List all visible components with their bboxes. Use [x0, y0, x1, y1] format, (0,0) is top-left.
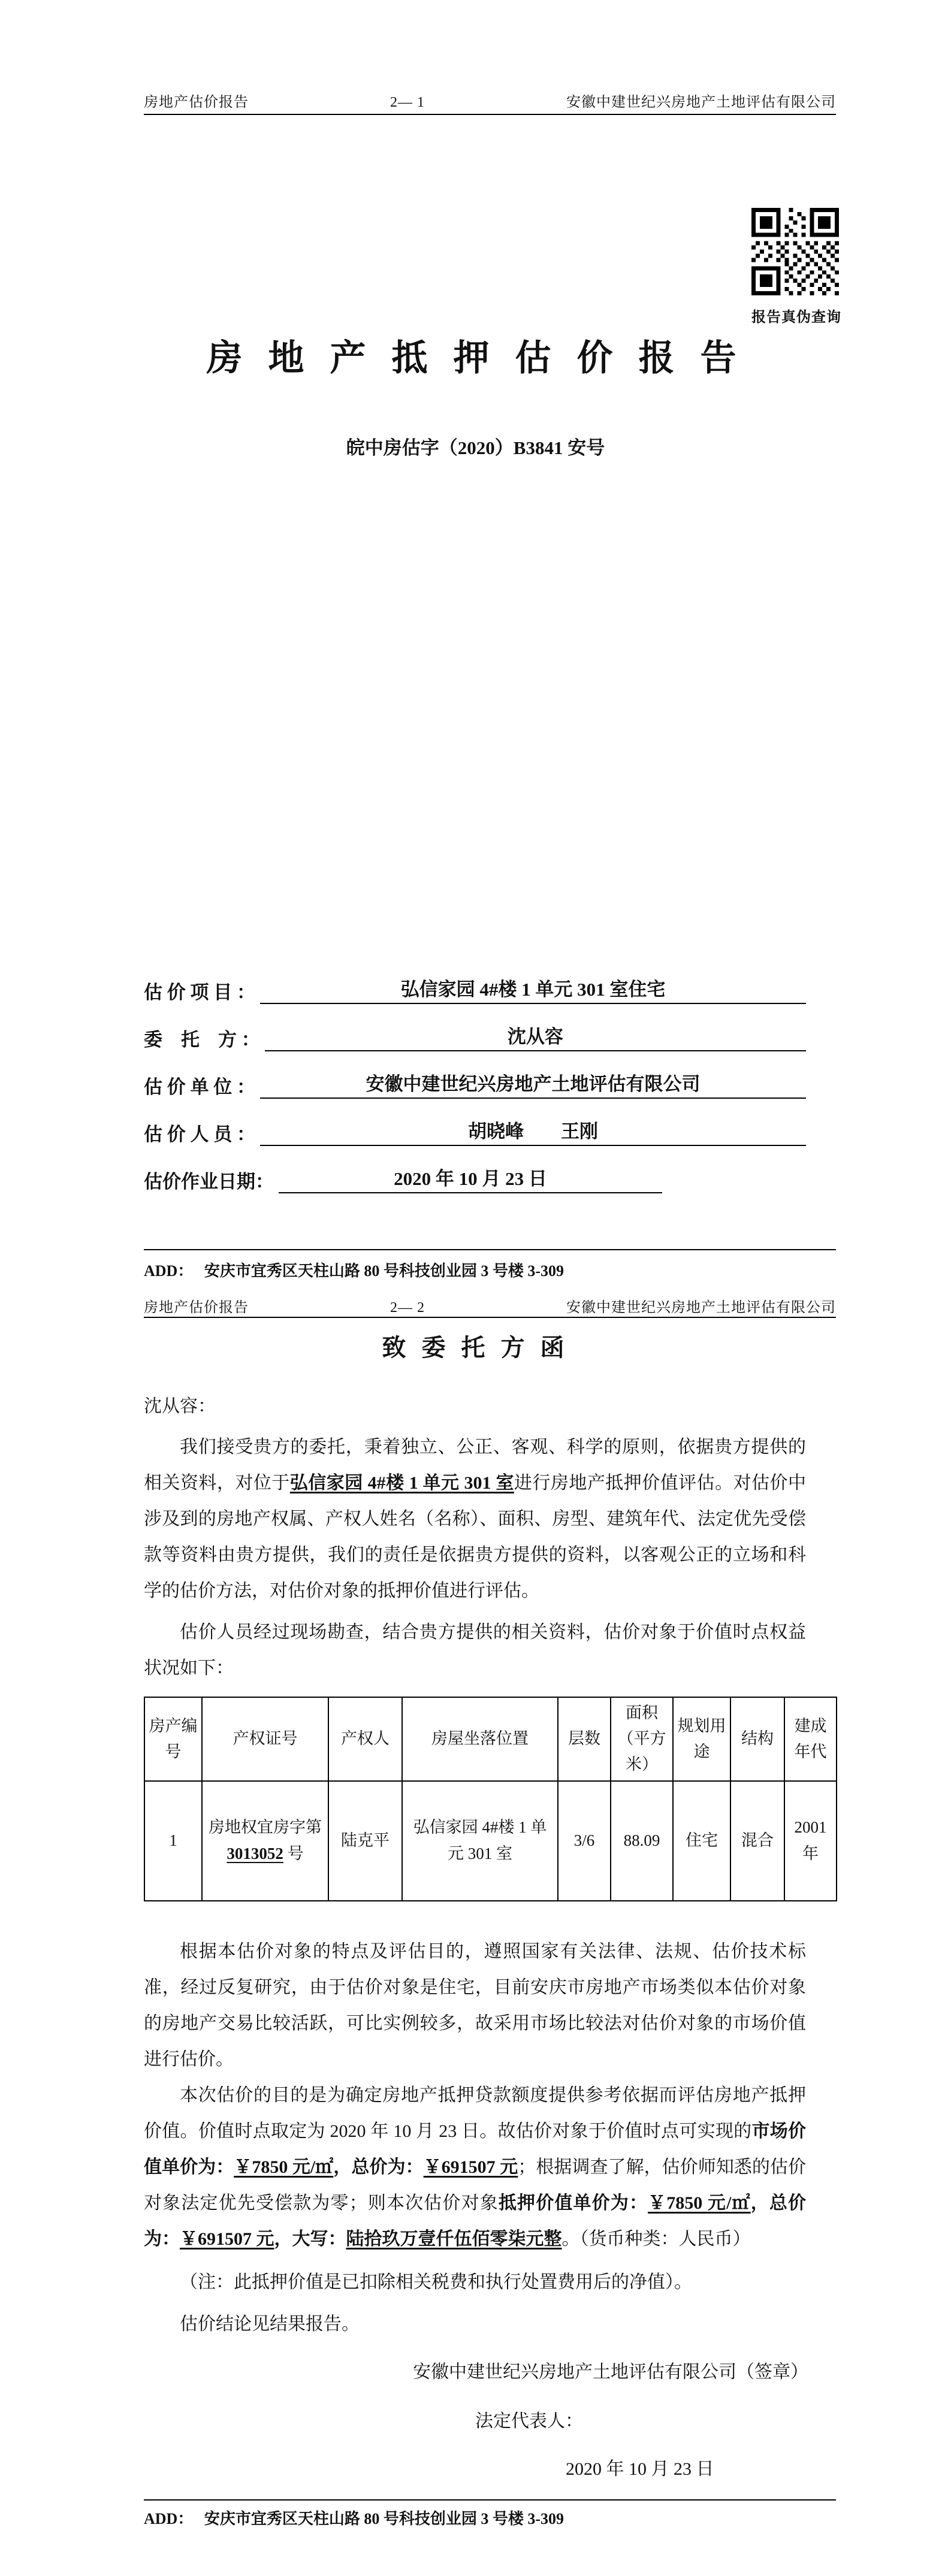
form-value-underline: 2020 年 10 月 23 日 [279, 1163, 662, 1193]
col-header-location: 房屋坐落位置 [402, 1697, 558, 1781]
report-number: 皖中房估字（2020）B3841 安号 [346, 437, 605, 458]
mortgage-total-price-highlight: ￥691507 元 [180, 2229, 274, 2249]
qr-code-icon [751, 208, 839, 295]
form-row-appraisers [144, 1118, 806, 1146]
market-total-price-highlight: ￥691507 元 [423, 2157, 518, 2177]
signature-legal-rep: 法定代表人： [475, 2411, 583, 2431]
form-value-underline: 沈从容 [265, 1021, 806, 1051]
cell-use: 住宅 [673, 1781, 730, 1901]
cell-cert-no: 房地权宜房字第 3013052 号 [202, 1781, 328, 1901]
form-label: 估 价 单 位 ： [144, 1077, 255, 1097]
form-label: 委 托 方 ： [144, 1029, 260, 1050]
header-rule [144, 114, 836, 115]
footer-rule [144, 2499, 836, 2501]
col-header-use: 规划用途 [673, 1697, 730, 1781]
paragraph-note: （注：此抵押价值是已扣除相关税费和执行处置费用后的净值）。 [180, 2272, 692, 2292]
header-rule [144, 1317, 836, 1318]
form-row-project [144, 976, 806, 1004]
col-header-property-no: 房产编号 [144, 1697, 202, 1781]
footer-rule [144, 1249, 836, 1250]
salutation: 沈从容： [144, 1396, 216, 1416]
mortgage-unit-price-highlight: ￥7850 元/㎡ [648, 2193, 751, 2213]
page-footer [144, 1259, 836, 1281]
footer-address: 安庆市宜秀区天柱山路 80 号科技创业园 3 号楼 3-309 [204, 2510, 564, 2527]
cert-number-highlight: 3013052 [227, 1844, 283, 1863]
header-doc-type: 房地产估价报告 [144, 95, 249, 110]
header-doc-type: 房地产估价报告 [144, 1300, 249, 1316]
col-header-owner: 产权人 [328, 1697, 402, 1781]
cell-year: 2001 年 [784, 1781, 837, 1901]
valuation-table [144, 1697, 837, 1901]
table-header-row [144, 1697, 837, 1781]
form-label: 估 价 人 员 ： [144, 1124, 255, 1145]
paragraph-intro: 我们接受贵方的委托，秉着独立、公正、客观、科学的原则，依据贵方提供的相关资料，对位于弘信家园 4#楼 1 单元 301 室进行房地产抵押价值评估。对估价中涉及到的房地产权属、产权人姓名（名称）、面积、房型、建筑年代、法定优先受偿款等资料由贵方提供，我们的责任是依据贵方提供的资料，以客观公正的立场和科学的估价方法，对估价对象的抵押价值进行评估。 [144, 1437, 807, 1601]
table-row [144, 1781, 837, 1901]
paragraph-method: 根据本估价对象的特点及评估目的，遵照国家有关法律、法规、估价技术标准，经过反复研究，由于估价对象是住宅，目前安庆市房地产市场类似本估价对象的房地产交易比较活跃，可比实例较多，故采用市场比较法对估价对象的市场价值进行估价。 [144, 1942, 806, 2069]
amount-in-words-highlight: 陆拾玖万壹仟伍佰零柒元整 [346, 2229, 562, 2249]
col-header-structure: 结构 [730, 1697, 784, 1781]
header-company-name: 安徽中建世纪兴房地产土地评估有限公司 [566, 1300, 836, 1316]
col-header-floors: 层数 [558, 1697, 611, 1781]
page-2 [0, 1288, 951, 2576]
letter-title: 致 委 托 方 函 [382, 1334, 569, 1361]
form-value-underline: 胡晓峰 王刚 [260, 1116, 806, 1146]
header-page-number: 2— 1 [390, 95, 425, 110]
cell-location: 弘信家园 4#楼 1 单元 301 室 [402, 1781, 558, 1901]
header-page-number: 2— 2 [390, 1300, 425, 1316]
col-header-area: 面积（平方米） [611, 1697, 673, 1781]
signature-date: 2020 年 10 月 23 日 [566, 2459, 714, 2479]
market-unit-price-highlight: ￥7850 元/㎡ [234, 2157, 334, 2177]
cell-area: 88.09 [611, 1781, 673, 1901]
paragraph-survey: 估价人员经过现场勘查，结合贵方提供的相关资料，估价对象于价值时点权益状况如下： [144, 1622, 806, 1678]
report-title: 房 地 产 抵 押 估 价 报 告 [206, 338, 745, 378]
form-label: 估 价 项 目 ： [144, 982, 255, 1003]
page-header [144, 90, 836, 111]
form-row-date [144, 1166, 806, 1193]
col-header-cert-no: 产权证号 [202, 1697, 328, 1781]
cover-form [144, 976, 806, 1213]
form-row-client [144, 1024, 806, 1051]
footer-address-label: ADD： [144, 2510, 194, 2527]
form-label: 估价作业日期： [144, 1171, 274, 1192]
paragraph-conclusion: 本次估价的目的是为确定房地产抵押贷款额度提供参考依据而评估房地产抵押价值。价值时点取定为 2020 年 10 月 23 日。故估价对象于价值时点可实现的市场价值单价为：￥7850 元/㎡，总价为：￥691507 元；根据调查了解，估价师知悉的估价对象法定优先受偿款为零；则本次估价对象抵押价值单价为：￥7850 元/㎡，总价为：￥691507 元，大写：陆拾玖万壹仟伍佰零柒元整。（货币种类：人民币） [144, 2085, 807, 2249]
footer-address-label: ADD： [144, 1262, 194, 1280]
form-value-underline: 安徽中建世纪兴房地产土地评估有限公司 [260, 1069, 806, 1099]
paragraph-closing: 估价结论见结果报告。 [180, 2314, 360, 2334]
form-row-agency [144, 1071, 806, 1099]
page-footer [144, 2507, 836, 2529]
col-header-year: 建成年代 [784, 1697, 837, 1781]
footer-address: 安庆市宜秀区天柱山路 80 号科技创业园 3 号楼 3-309 [204, 1262, 564, 1280]
header-company-name: 安徽中建世纪兴房地产土地评估有限公司 [566, 95, 836, 110]
cell-property-no: 1 [144, 1781, 202, 1901]
cell-owner: 陆克平 [328, 1781, 402, 1901]
qr-block [751, 208, 839, 326]
form-value-underline: 弘信家园 4#楼 1 单元 301 室住宅 [260, 974, 806, 1004]
signature-company: 安徽中建世纪兴房地产土地评估有限公司（签章） [413, 2362, 808, 2382]
subject-property-highlight: 弘信家园 4#楼 1 单元 301 室 [289, 1473, 514, 1493]
cell-floors: 3/6 [558, 1781, 611, 1901]
cell-structure: 混合 [730, 1781, 784, 1901]
qr-caption: 报告真伪查询 [751, 310, 841, 325]
page-header [144, 1295, 836, 1316]
